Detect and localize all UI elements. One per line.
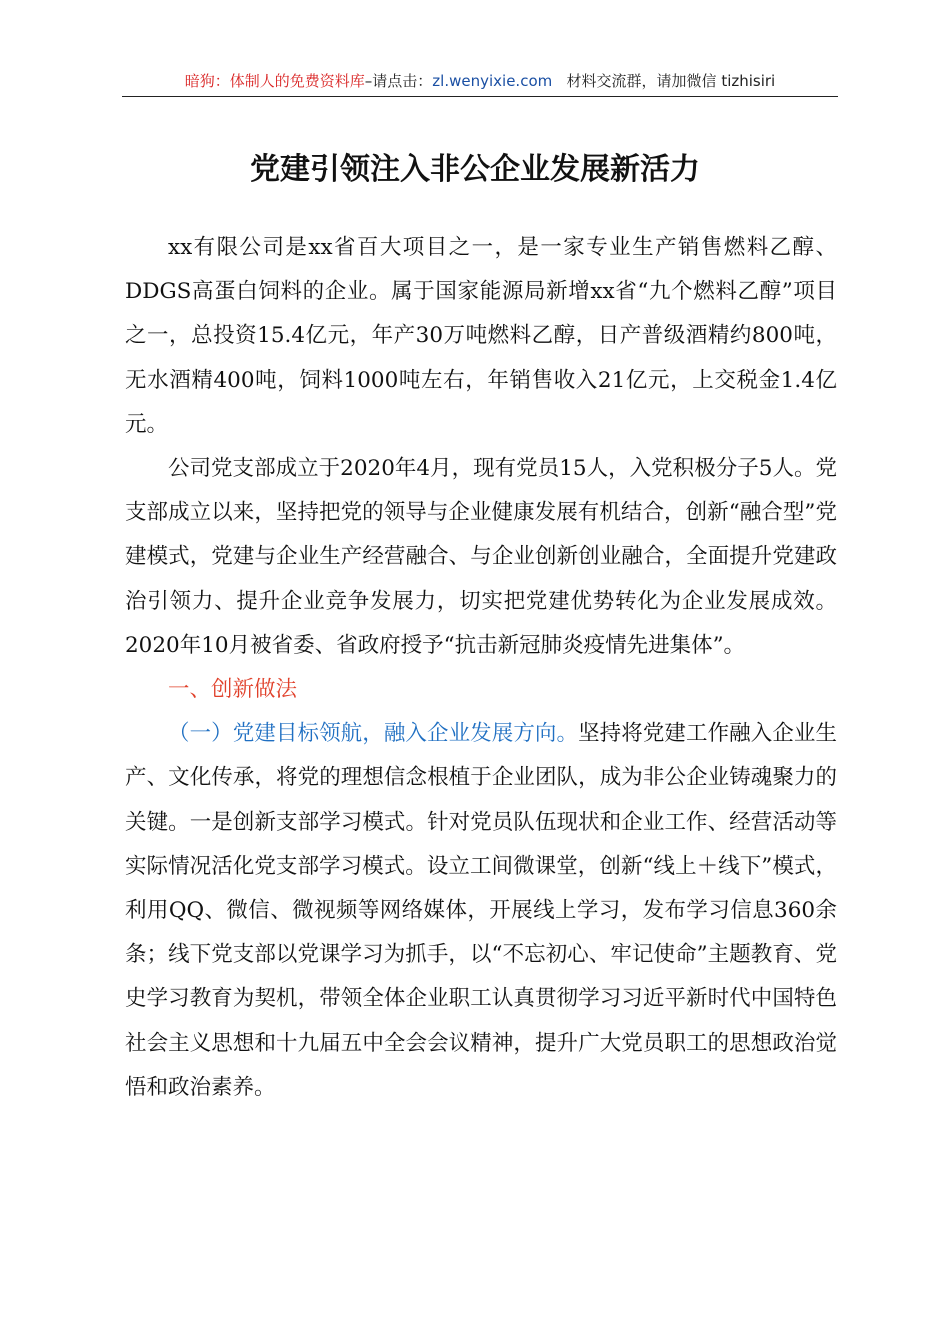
header-brand: 暗狗：体制人的免费资料库	[184, 72, 365, 90]
section-heading-innovation: 一、创新做法	[168, 677, 298, 703]
sub-heading-goal: （一）党建目标领航，融入企业发展方向。	[168, 721, 579, 747]
header-contact: 材料交流群，请加微信 tizhisiri	[566, 72, 776, 90]
paragraph-company-intro: xx有限公司是xx省百大项目之一，是一家专业生产销售燃料乙醇、DDGS高蛋白饲料的企业。属于国家能源局新增xx省“九个燃料乙醇”项目之一，总投资15.4亿元，年产30万吨燃料乙醇，日产普级酒精约800吨，无水酒精400吨，饲料1000吨左右，年销售收入21亿元，上交税金1.4亿元。	[125, 235, 837, 437]
section1-body-text: 坚持将党建工作融入企业生产、文化传承，将党的理想信念根植于企业团队，成为非公企业铸魂聚力的关键。一是创新支部学习模式。针对党员队伍现状和企业工作、经营活动等实际情况活化党支部学习模式。设立工间微课堂，创新“线上＋线下”模式，利用QQ、微信、微视频等网络媒体，开展线上学习，发布学习信息360余条；线下党支部以党课学习为抓手，以“不忘初心、牢记使命”主题教育、党史学习教育为契机，带领全体企业职工认真贯彻学习习近平新时代中国特色社会主义思想和十九届五中全会会议精神，提升广大党员职工的思想政治觉悟和政治素养。	[125, 721, 837, 1100]
header-click-prefix: –请点击：	[364, 72, 433, 90]
document-title: 党建引领注入非公企业发展新活力	[250, 152, 700, 187]
paragraph-party-branch: 公司党支部成立于2020年4月，现有党员15人，入党积极分子5人。党支部成立以来，坚持把党的领导与企业健康发展有机结合，创新“融合型”党建模式，党建与企业生产经营融合、与企业创新创业融合，全面提升党建政治引领力、提升企业竞争发展力，切实把党建优势转化为企业发展成效。2020年10月被省委、省政府授予“抗击新冠肺炎疫情先进集体”。	[125, 456, 837, 658]
paragraph-section1	[125, 712, 837, 1110]
page-header	[122, 70, 838, 97]
header-url-link[interactable]: zl.wenyixie.com	[432, 72, 553, 90]
document-body	[125, 226, 837, 1110]
